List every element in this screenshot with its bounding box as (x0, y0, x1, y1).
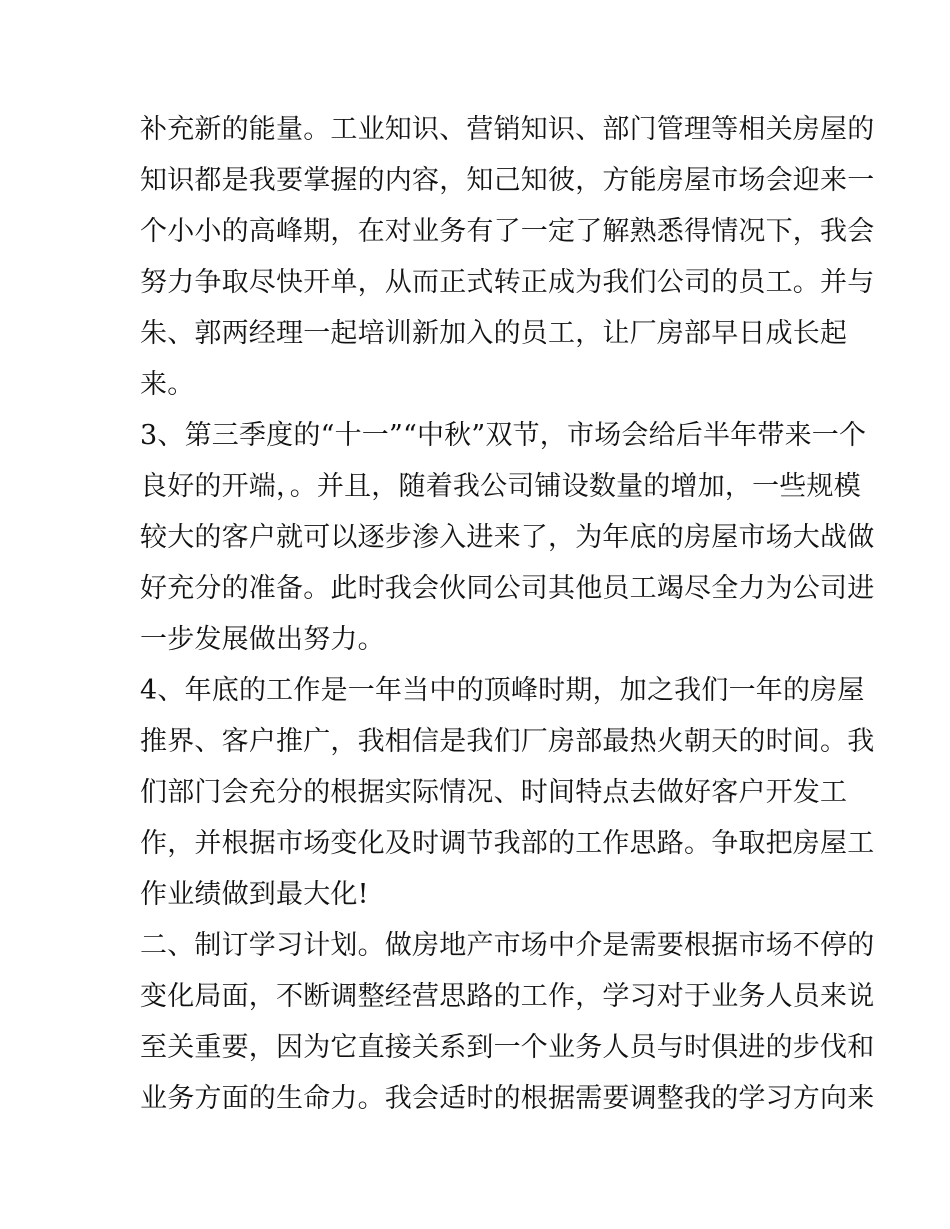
text-line: 至关重要，因为它直接关系到一个业务人员与时俱进的步伐和 (140, 1032, 875, 1063)
body-text (140, 104, 875, 1124)
text-line: 作业绩做到最大化! (140, 879, 369, 910)
text-line: 努力争取尽快开单，从而正式转正成为我们公司的员工。并与 (140, 267, 875, 298)
text-line: 知识都是我要掌握的内容，知己知彼，方能房屋市场会迎来一 (140, 165, 875, 196)
text-line: 好充分的准备。此时我会伙同公司其他员工竭尽全力为公司进 (140, 573, 875, 604)
text-line: 推界、客户推广，我相信是我们厂房部最热火朝天的时间。我 (140, 726, 875, 757)
text-line: 较大的客户就可以逐步渗入进来了，为年底的房屋市场大战做 (140, 522, 875, 553)
text-line: 二、制订学习计划。做房地产市场中介是需要根据市场不停的 (140, 930, 875, 961)
text-line: 补充新的能量。工业知识、营销知识、部门管理等相关房屋的 (140, 114, 875, 145)
text-line: 个小小的高峰期，在对业务有了一定了解熟悉得情况下，我会 (140, 216, 875, 247)
text-line: 朱、郭两经理一起培训新加入的员工，让厂房部早日成长起 (140, 318, 848, 349)
text-line: 良好的开端，。并且，随着我公司铺设数量的增加，一些规模 (140, 471, 861, 502)
text-line: 一步发展做出努力。 (140, 624, 385, 655)
text-line: 4、年底的工作是一年当中的顶峰时期，加之我们一年的房屋 (140, 675, 865, 706)
text-line: 变化局面，不断调整经营思路的工作，学习对于业务人员来说 (140, 981, 875, 1012)
text-line: 作，并根据市场变化及时调节我部的工作思路。争取把房屋工 (140, 828, 875, 859)
text-line: 来。 (140, 369, 195, 400)
text-line: 们部门会充分的根据实际情况、时间特点去做好客户开发工 (140, 777, 848, 808)
text-line: 业务方面的生命力。我会适时的根据需要调整我的学习方向来 (140, 1083, 875, 1114)
text-line: 3、第三季度的“十一”“中秋”双节，市场会给后半年带来一个 (140, 420, 867, 451)
